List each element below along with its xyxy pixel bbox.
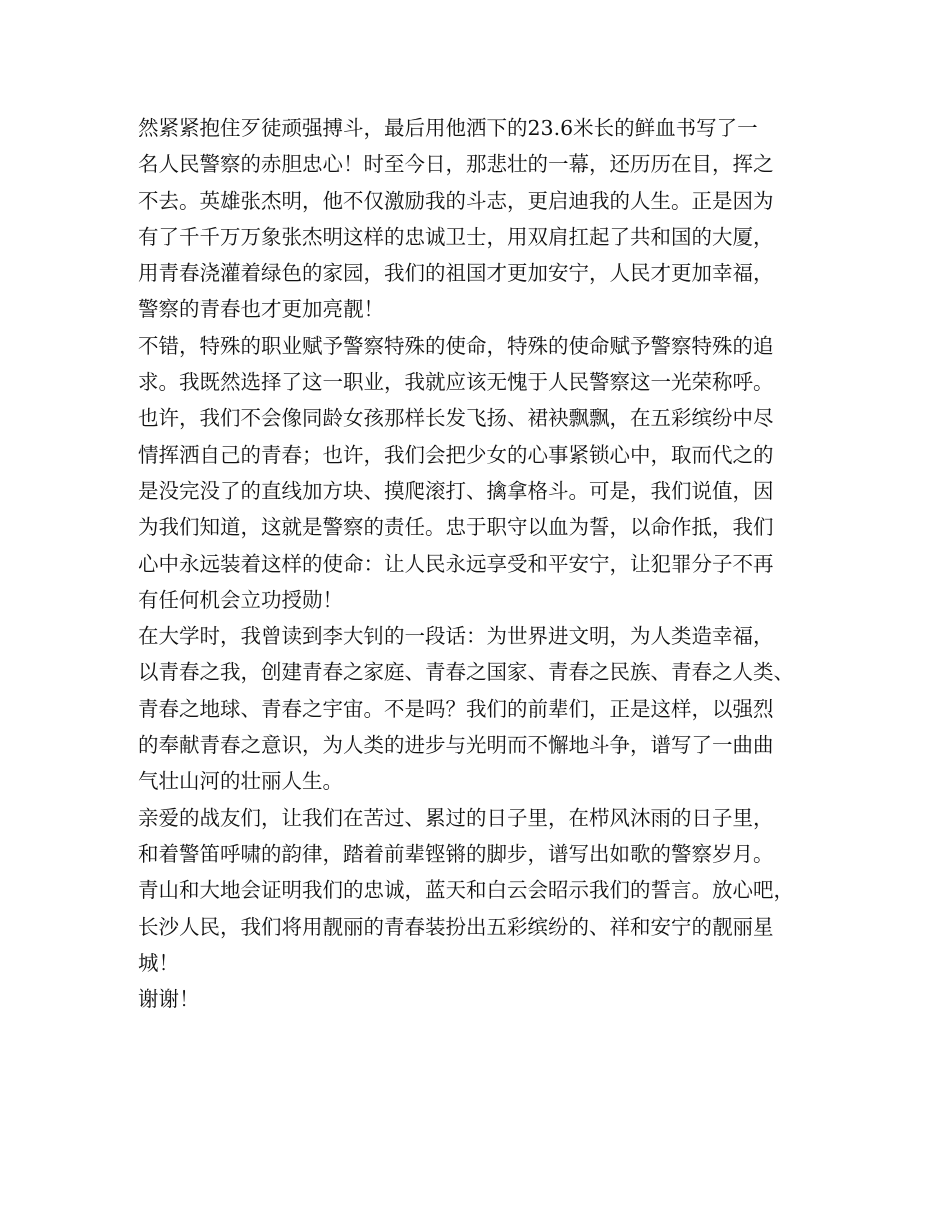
text-line: 以青春之我，创建青春之家庭、青春之国家、青春之民族、青春之人类、 (138, 660, 794, 685)
text-line: 是没完没了的直线加方块、摸爬滚打、擒拿格斗。可是，我们说值，因 (138, 478, 774, 503)
text-line: 也许，我们不会像同龄女孩那样长发飞扬、裙袂飘飘，在五彩缤纷中尽 (138, 406, 774, 431)
text-line: 青春之地球、青春之宇宙。不是吗？我们的前辈们，正是这样，以强烈 (138, 696, 774, 721)
text-line: 心中永远装着这样的使命：让人民永远享受和平安宁，让犯罪分子不再 (138, 551, 774, 576)
text-line: 情挥洒自己的青春；也许，我们会把少女的心事紧锁心中，取而代之的 (138, 442, 774, 467)
text-line: 然紧紧抱住歹徒顽强搏斗，最后用他洒下的23.6米长的鲜血书写了一 (138, 116, 758, 140)
text-line: 不去。英雄张杰明，他不仅激励我的斗志，更启迪我的人生。正是因为 (138, 188, 774, 213)
text-line: 长沙人民，我们将用靓丽的青春装扮出五彩缤纷的、祥和安宁的靓丽星 (138, 914, 774, 939)
text-line: 警察的青春也才更加亮靓！ (138, 297, 384, 322)
text-line: 不错，特殊的职业赋予警察特殊的使命，特殊的使命赋予警察特殊的追 (138, 333, 774, 358)
text-line: 为我们知道，这就是警察的责任。忠于职守以血为誓，以命作抵，我们 (138, 515, 774, 540)
text-line: 有了千千万万象张杰明这样的忠诚卫士，用双肩扛起了共和国的大厦， (138, 224, 774, 249)
text-line: 青山和大地会证明我们的忠诚，蓝天和白云会昭示我们的誓言。放心吧， (138, 878, 794, 903)
text-line: 在大学时，我曾读到李大钊的一段话：为世界进文明，为人类造幸福， (138, 624, 774, 649)
text-line: 求。我既然选择了这一职业，我就应该无愧于人民警察这一光荣称呼。 (138, 370, 774, 395)
text-line: 用青春浇灌着绿色的家园，我们的祖国才更加安宁，人民才更加幸福， (138, 261, 774, 286)
text-line: 的奉献青春之意识，为人类的进步与光明而不懈地斗争，谱写了一曲曲 (138, 733, 774, 758)
text-line: 气壮山河的壮丽人生。 (138, 769, 343, 794)
text-line: 有任何机会立功授勋！ (138, 587, 343, 612)
text-line: 亲爱的战友们，让我们在苦过、累过的日子里，在栉风沐雨的日子里， (138, 805, 774, 830)
text-line: 城！ (138, 950, 179, 975)
text-line: 和着警笛呼啸的韵律，踏着前辈铿锵的脚步，谱写出如歌的警察岁月。 (138, 841, 774, 866)
text-line: 谢谢！ (138, 987, 200, 1012)
document-body (138, 110, 828, 1017)
text-line: 名人民警察的赤胆忠心！时至今日，那悲壮的一幕，还历历在目，挥之 (138, 152, 774, 177)
